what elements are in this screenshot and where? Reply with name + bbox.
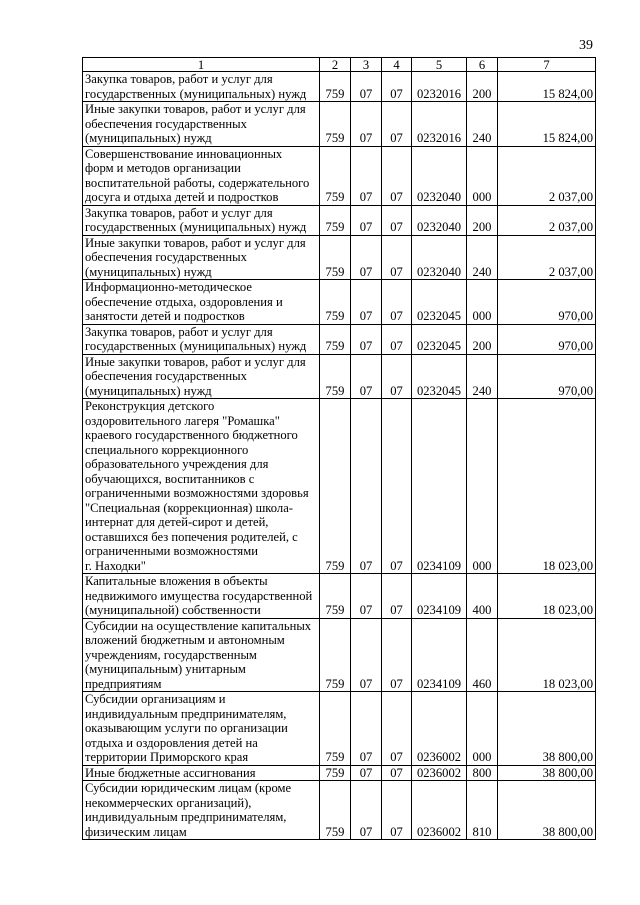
row-name-cell xyxy=(83,354,320,399)
expense-type-cell: 000 xyxy=(467,399,498,574)
row-name-cell xyxy=(83,324,320,354)
amount-cell: 15 824,00 xyxy=(498,72,596,102)
target-article-cell: 0236002 xyxy=(412,692,467,766)
row-name-text: Закупка товаров, работ и услуг для государственных (муниципальных) нужд xyxy=(85,205,307,234)
admin-code-cell: 759 xyxy=(320,235,351,280)
section-cell: 07 xyxy=(351,205,382,235)
budget-table xyxy=(82,57,596,840)
amount-cell: 2 037,00 xyxy=(498,235,596,280)
row-name-text: Закупка товаров, работ и услуг для государственных (муниципальных) нужд xyxy=(85,72,307,101)
row-name-cell xyxy=(83,618,320,692)
expense-type-cell: 800 xyxy=(467,765,498,781)
section-cell: 07 xyxy=(351,692,382,766)
header-row xyxy=(83,58,596,72)
table-row xyxy=(83,205,596,235)
subsection-cell: 07 xyxy=(382,399,412,574)
expense-type-cell: 000 xyxy=(467,692,498,766)
subsection-cell: 07 xyxy=(382,618,412,692)
expense-type-cell: 240 xyxy=(467,354,498,399)
section-cell: 07 xyxy=(351,781,382,840)
admin-code-cell: 759 xyxy=(320,618,351,692)
table-row xyxy=(83,354,596,399)
target-article-cell: 0236002 xyxy=(412,781,467,840)
amount-cell: 970,00 xyxy=(498,354,596,399)
target-article-cell: 0232016 xyxy=(412,72,467,102)
amount-cell: 18 023,00 xyxy=(498,618,596,692)
target-article-cell: 0234109 xyxy=(412,399,467,574)
row-name-text: Капитальные вложения в объекты недвижимого имущества государственной (муниципальной) собственности xyxy=(85,574,313,617)
section-cell: 07 xyxy=(351,574,382,619)
subsection-cell: 07 xyxy=(382,354,412,399)
page-number: 39 xyxy=(579,38,593,53)
section-cell: 07 xyxy=(351,72,382,102)
admin-code-cell: 759 xyxy=(320,146,351,205)
target-article-cell: 0232045 xyxy=(412,280,467,325)
row-name-cell xyxy=(83,765,320,781)
expense-type-cell: 200 xyxy=(467,205,498,235)
subsection-cell: 07 xyxy=(382,102,412,147)
header-cell: 7 xyxy=(498,58,596,72)
expense-type-cell: 240 xyxy=(467,102,498,147)
admin-code-cell: 759 xyxy=(320,354,351,399)
amount-cell: 38 800,00 xyxy=(498,781,596,840)
header-cell: 1 xyxy=(83,58,320,72)
header-cell: 2 xyxy=(320,58,351,72)
row-name-text: Иные закупки товаров, работ и услуг для обеспечения государственных (муниципальных) нужд xyxy=(85,235,306,279)
table-row xyxy=(83,765,596,781)
amount-cell: 38 800,00 xyxy=(498,765,596,781)
row-name-cell xyxy=(83,146,320,205)
table-row xyxy=(83,399,596,574)
header-cell: 3 xyxy=(351,58,382,72)
subsection-cell: 07 xyxy=(382,781,412,840)
subsection-cell: 07 xyxy=(382,765,412,781)
expense-type-cell: 400 xyxy=(467,574,498,619)
admin-code-cell: 759 xyxy=(320,765,351,781)
amount-cell: 2 037,00 xyxy=(498,205,596,235)
table-row xyxy=(83,72,596,102)
admin-code-cell: 759 xyxy=(320,205,351,235)
section-cell: 07 xyxy=(351,354,382,399)
table-row xyxy=(83,324,596,354)
expense-type-cell: 200 xyxy=(467,324,498,354)
row-name-cell xyxy=(83,574,320,619)
row-name-text: Иные закупки товаров, работ и услуг для обеспечения государственных (муниципальных) нужд xyxy=(85,354,306,398)
row-name-cell xyxy=(83,692,320,766)
amount-cell: 38 800,00 xyxy=(498,692,596,766)
target-article-cell: 0232040 xyxy=(412,235,467,280)
subsection-cell: 07 xyxy=(382,235,412,280)
subsection-cell: 07 xyxy=(382,280,412,325)
row-name-cell xyxy=(83,235,320,280)
row-name-text: Субсидии на осуществление капитальных вложений бюджетным и автономным учреждениям, государственным (муниципальным) унитарным предприятиям xyxy=(85,618,312,691)
expense-type-cell: 000 xyxy=(467,146,498,205)
section-cell: 07 xyxy=(351,146,382,205)
admin-code-cell: 759 xyxy=(320,399,351,574)
row-name-cell xyxy=(83,280,320,325)
target-article-cell: 0232016 xyxy=(412,102,467,147)
row-name-text: Субсидии организациям и индивидуальным предпринимателям, оказывающим услуги по организации отдыха и оздоровления детей на территории Приморского края xyxy=(85,692,288,764)
table-row xyxy=(83,618,596,692)
admin-code-cell: 759 xyxy=(320,280,351,325)
table-row xyxy=(83,102,596,147)
admin-code-cell: 759 xyxy=(320,574,351,619)
section-cell: 07 xyxy=(351,765,382,781)
row-name-text: Иные закупки товаров, работ и услуг для обеспечения государственных (муниципальных) нужд xyxy=(85,102,306,145)
target-article-cell: 0236002 xyxy=(412,765,467,781)
table-row xyxy=(83,280,596,325)
target-article-cell: 0232040 xyxy=(412,205,467,235)
row-name-text: Закупка товаров, работ и услуг для государственных (муниципальных) нужд xyxy=(85,324,307,353)
admin-code-cell: 759 xyxy=(320,781,351,840)
table-row xyxy=(83,146,596,205)
table-row xyxy=(83,781,596,840)
subsection-cell: 07 xyxy=(382,205,412,235)
admin-code-cell: 759 xyxy=(320,692,351,766)
target-article-cell: 0232040 xyxy=(412,146,467,205)
row-name-text: Информационно-методическое обеспечение отдыха, оздоровления и занятости детей и подростков xyxy=(85,280,283,323)
section-cell: 07 xyxy=(351,618,382,692)
section-cell: 07 xyxy=(351,399,382,574)
subsection-cell: 07 xyxy=(382,146,412,205)
row-name-cell xyxy=(83,399,320,574)
target-article-cell: 0232045 xyxy=(412,324,467,354)
row-name-text: Совершенствование инновационных форм и методов организации воспитательной работы, содержательного досуга и отдыха детей и подростков xyxy=(85,146,310,204)
row-name-cell xyxy=(83,781,320,840)
subsection-cell: 07 xyxy=(382,72,412,102)
section-cell: 07 xyxy=(351,324,382,354)
row-name-text: Субсидии юридическим лицам (кроме некоммерческих организаций), индивидуальным предпринимателям, физическим лицам xyxy=(85,781,292,839)
admin-code-cell: 759 xyxy=(320,102,351,147)
row-name-text: Иные бюджетные ассигнования xyxy=(85,765,256,780)
amount-cell: 15 824,00 xyxy=(498,102,596,147)
table-body xyxy=(83,72,596,840)
header-cell: 5 xyxy=(412,58,467,72)
row-name-text: Реконструкция детского оздоровительного лагеря "Ромашка" краевого государственного бюджетного специального коррекционного образовательного учреждения для обучающихся, воспитанников с ограниченными возможностями здоровья "Специальная (коррекционная) школа- интернат для детей-сирот и детей, оставшихся без попечения родителей, с ограниченными возможностями г. Находки" xyxy=(85,399,309,573)
row-name-cell xyxy=(83,72,320,102)
expense-type-cell: 810 xyxy=(467,781,498,840)
expense-type-cell: 000 xyxy=(467,280,498,325)
table-row xyxy=(83,692,596,766)
row-name-cell xyxy=(83,102,320,147)
target-article-cell: 0234109 xyxy=(412,574,467,619)
row-name-cell xyxy=(83,205,320,235)
admin-code-cell: 759 xyxy=(320,324,351,354)
amount-cell: 970,00 xyxy=(498,280,596,325)
header-cell: 4 xyxy=(382,58,412,72)
amount-cell: 970,00 xyxy=(498,324,596,354)
target-article-cell: 0234109 xyxy=(412,618,467,692)
amount-cell: 2 037,00 xyxy=(498,146,596,205)
expense-type-cell: 200 xyxy=(467,72,498,102)
expense-type-cell: 240 xyxy=(467,235,498,280)
admin-code-cell: 759 xyxy=(320,72,351,102)
section-cell: 07 xyxy=(351,235,382,280)
section-cell: 07 xyxy=(351,102,382,147)
subsection-cell: 07 xyxy=(382,692,412,766)
table-row xyxy=(83,235,596,280)
amount-cell: 18 023,00 xyxy=(498,399,596,574)
subsection-cell: 07 xyxy=(382,324,412,354)
target-article-cell: 0232045 xyxy=(412,354,467,399)
table-row xyxy=(83,574,596,619)
expense-type-cell: 460 xyxy=(467,618,498,692)
amount-cell: 18 023,00 xyxy=(498,574,596,619)
subsection-cell: 07 xyxy=(382,574,412,619)
header-cell: 6 xyxy=(467,58,498,72)
section-cell: 07 xyxy=(351,280,382,325)
